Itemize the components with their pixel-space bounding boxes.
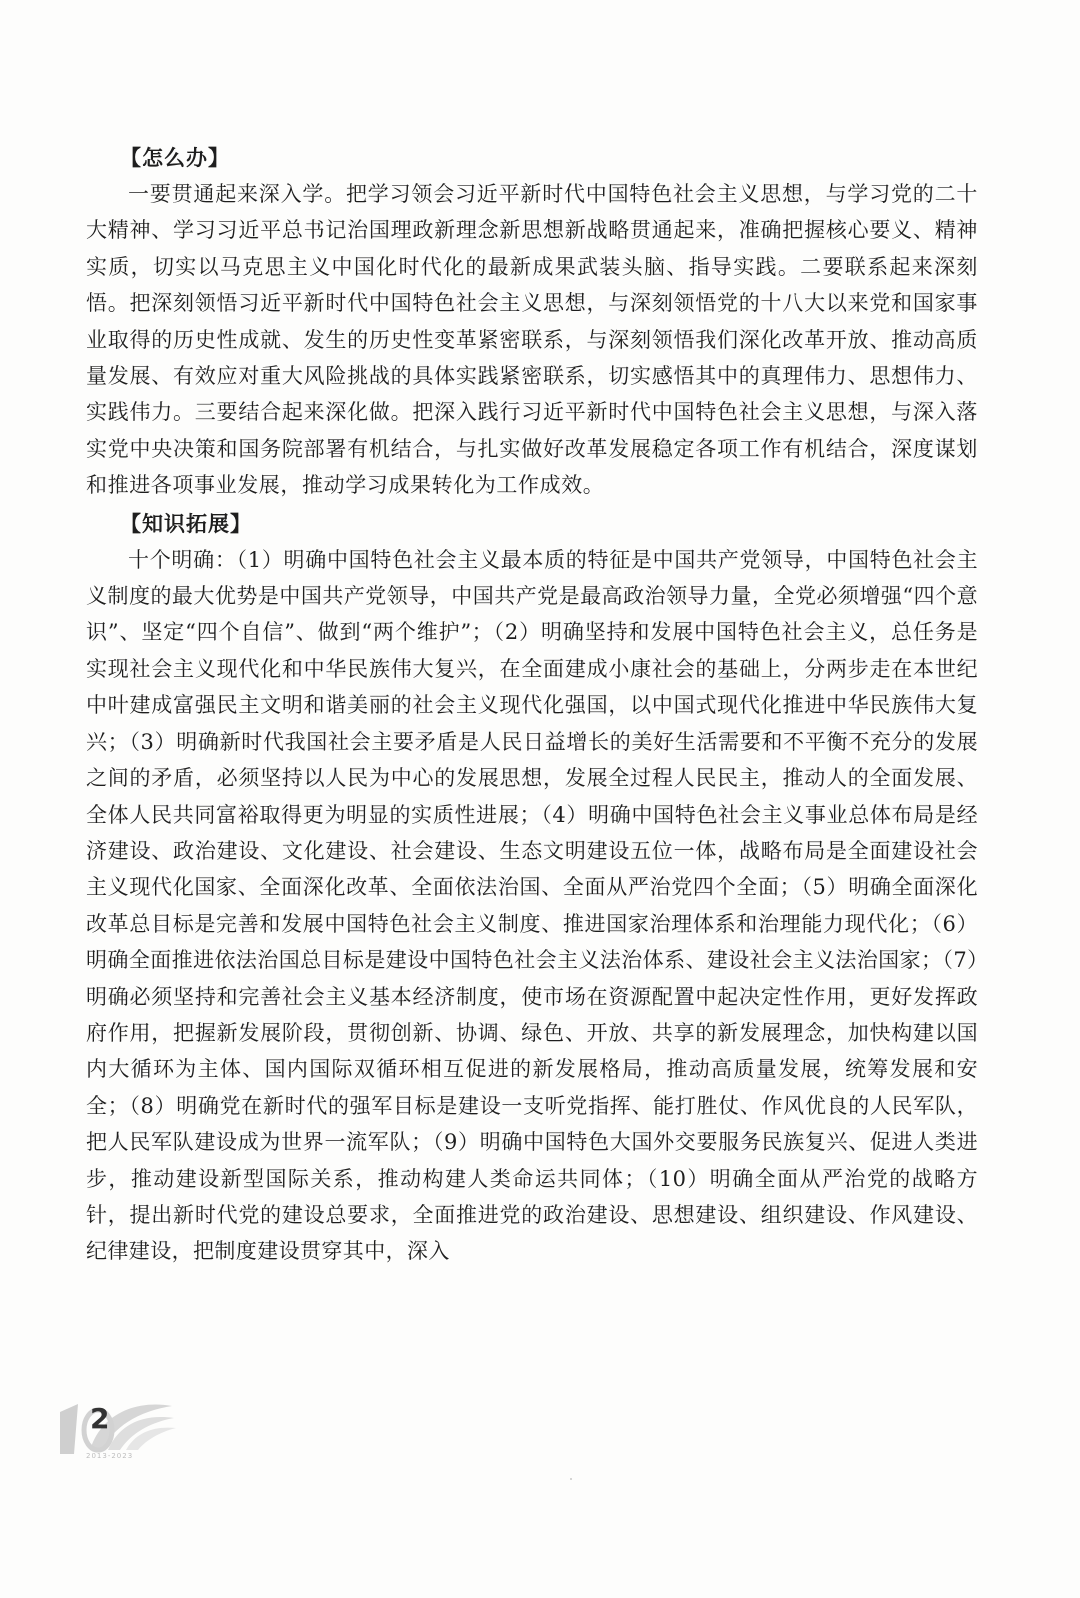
anniversary-10-logo-icon	[50, 1392, 180, 1472]
logo-years-text: 2013-2023	[86, 1452, 134, 1460]
paragraph-action: 一要贯通起来深入学。把学习领会习近平新时代中国特色社会主义思想，与学习党的二十大精神、学习习近平总书记治国理政新理念新思想新战略贯通起来，准确把握核心要义、精神实质，切实以马克思主义中国化时代化的最新成果武装头脑、指导实践。二要联系起来深刻悟。把深刻领悟习近平新时代中国特色社会主义思想，与深刻领悟党的十八大以来党和国家事业取得的历史性成就、发生的历史性变革紧密联系，与深刻领悟我们深化改革开放、推动高质量发展、有效应对重大风险挑战的具体实践紧密联系，切实感悟其中的真理伟力、思想伟力、实践伟力。三要结合起来深化做。把深入践行习近平新时代中国特色社会主义思想，与深入落实党中央决策和国务院部署有机结合，与扎实做好改革发展稳定各项工作有机结合，深度谋划和推进各项事业发展，推动学习成果转化为工作成效。	[86, 182, 978, 498]
paper-speck	[570, 1478, 572, 1480]
page-number: 2	[90, 1402, 110, 1435]
paragraph-knowledge: 十个明确：（1）明确中国特色社会主义最本质的特征是中国共产党领导，中国特色社会主义制度的最大优势是中国共产党领导，中国共产党是最高政治领导力量，全党必须增强“四个意识”、坚定“四个自信”、做到“两个维护”；（2）明确坚持和发展中国特色社会主义，总任务是实现社会主义现代化和中华民族伟大复兴，在全面建成小康社会的基础上，分两步走在本世纪中叶建成富强民主文明和谐美丽的社会主义现代化强国，以中国式现代化推进中华民族伟大复兴；（3）明确新时代我国社会主要矛盾是人民日益增长的美好生活需要和不平衡不充分的发展之间的矛盾，必须坚持以人民为中心的发展思想，发展全过程人民民主，推动人的全面发展、全体人民共同富裕取得更为明显的实质性进展；（4）明确中国特色社会主义事业总体布局是经济建设、政治建设、文化建设、社会建设、生态文明建设五位一体，战略布局是全面建设社会主义现代化国家、全面深化改革、全面依法治国、全面从严治党四个全面；（5）明确全面深化改革总目标是完善和发展中国特色社会主义制度、推进国家治理体系和治理能力现代化；（6）明确全面推进依法治国总目标是建设中国特色社会主义法治体系、建设社会主义法治国家；（7）明确必须坚持和完善社会主义基本经济制度，使市场在资源配置中起决定性作用，更好发挥政府作用，把握新发展阶段，贯彻创新、协调、绿色、开放、共享的新发展理念，加快构建以国内大循环为主体、国内国际双循环相互促进的新发展格局，推动高质量发展，统筹发展和安全；（8）明确党在新时代的强军目标是建设一支听党指挥、能打胜仗、作风优良的人民军队，把人民军队建设成为世界一流军队；（9）明确中国特色大国外交要服务民族复兴、促进人类进步，推动建设新型国际关系，推动构建人类命运共同体；（10）明确全面从严治党的战略方针，提出新时代党的建设总要求，全面推进党的政治建设、思想建设、组织建设、作风建设、纪律建设，把制度建设贯穿其中，深入	[86, 547, 978, 1264]
section-heading-action: 【怎么办】	[120, 145, 230, 170]
page-content	[86, 140, 978, 1270]
section-heading-knowledge: 【知识拓展】	[120, 510, 252, 536]
